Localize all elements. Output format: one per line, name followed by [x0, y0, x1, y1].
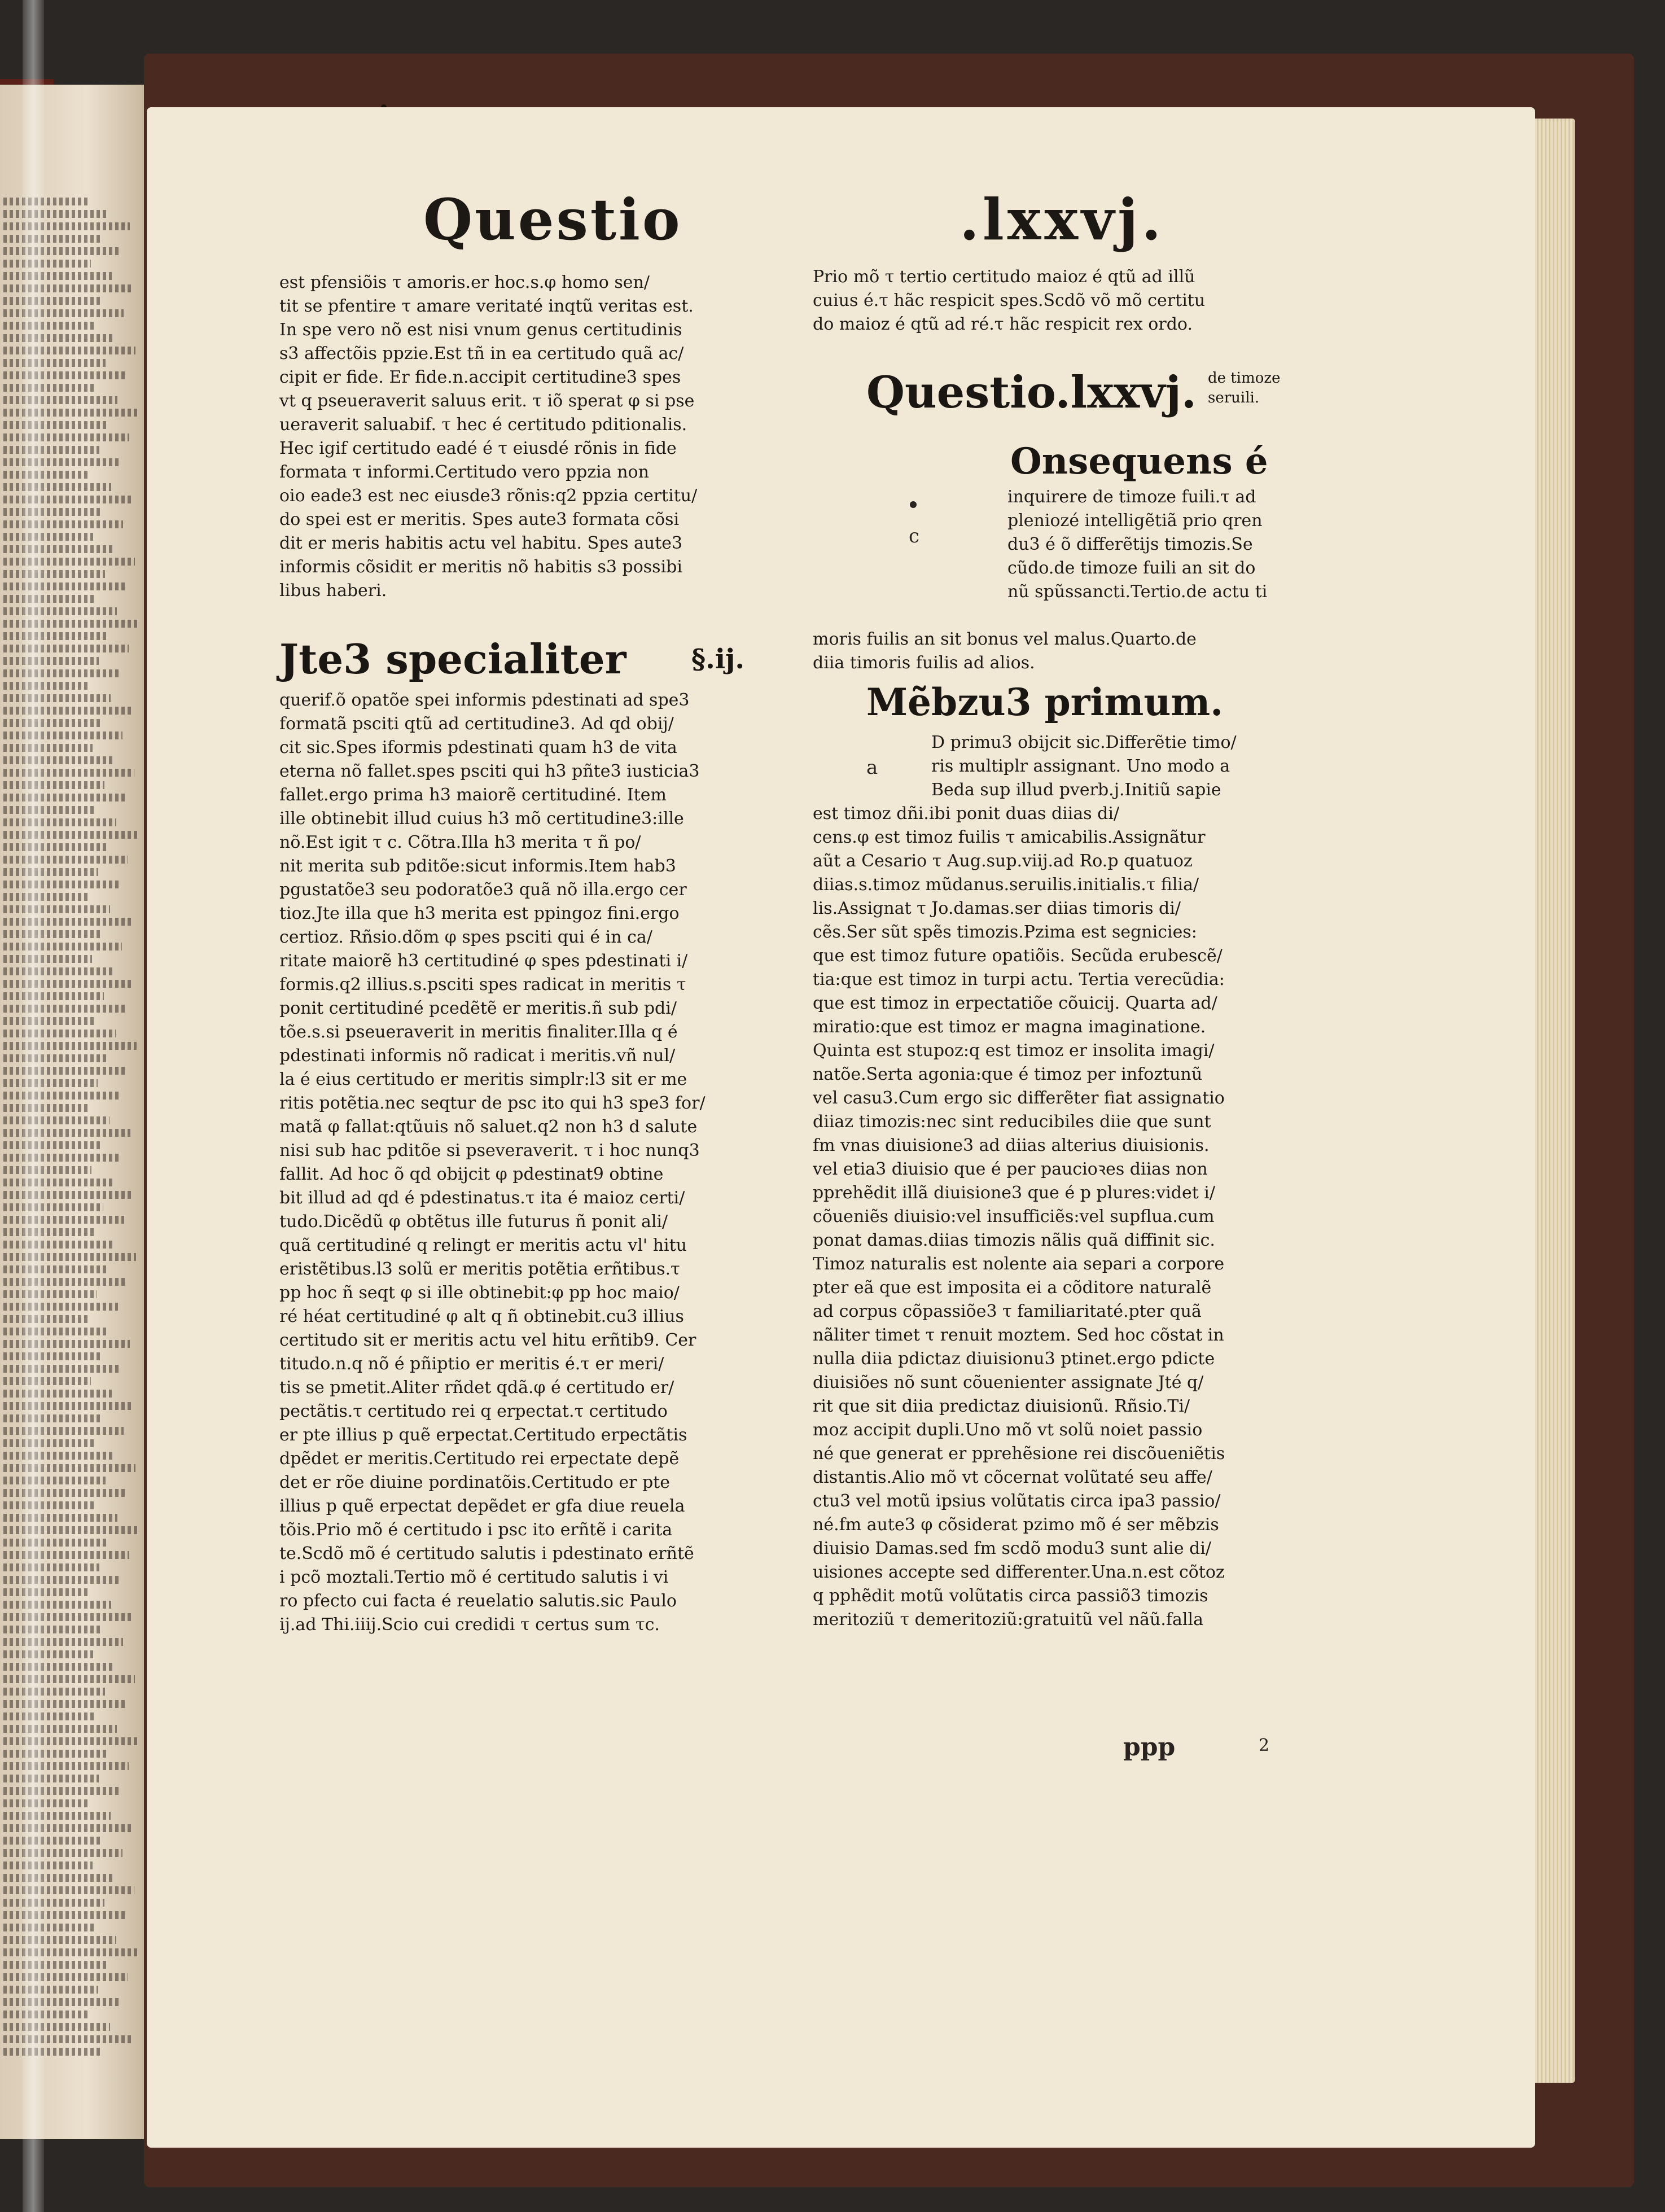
facing-page-line	[3, 806, 95, 814]
facing-page-line	[3, 1998, 119, 2006]
facing-page-line	[3, 1079, 98, 1087]
facing-page-fragment	[0, 85, 144, 2139]
facing-page-line	[3, 1563, 99, 1571]
text-line: aũt a Cesario τ Aug.sup.viij.ad Ro.p quatuoz	[813, 851, 1193, 871]
facing-page-line	[3, 1303, 118, 1311]
text-line: rit que sit diia predictaz diuisionũ. Rñsio.Ti/	[813, 1396, 1190, 1416]
text-line: illius p quẽ erpectat depẽdet er gfa diue reuela	[279, 1496, 685, 1516]
facing-page-line	[3, 371, 126, 379]
facing-page-line	[3, 943, 122, 950]
text-line: oio eade3 est nec eiusde3 rõnis:q2 ppzia certitu/	[279, 486, 698, 506]
text-line: formatã psciti qtũ ad certitudine3. Ad qd obij/	[279, 714, 674, 734]
facing-page-line	[3, 781, 104, 789]
text-line: In spe vero nõ est nisi vnum genus certitudinis	[279, 320, 682, 340]
facing-page-line	[3, 334, 115, 342]
section-heading: Jte3 specialiter	[279, 635, 626, 683]
text-line: do maioz é qtũ ad ré.τ hãc respicit rex ordo.	[813, 314, 1193, 334]
guide-letter-c: c	[909, 525, 920, 547]
facing-page-line	[3, 744, 93, 752]
facing-page-line	[3, 756, 113, 764]
facing-page-line	[3, 694, 111, 702]
facing-page-line	[3, 905, 110, 913]
intro-text-full	[813, 628, 1343, 675]
text-line: Beda sup illud pverb.j.Initiũ sapie	[931, 780, 1221, 800]
text-line: i pcõ moztali.Tertio mõ é certitudo salutis i vi	[279, 1567, 669, 1587]
text-line: moris fuilis an sit bonus vel malus.Quarto.de	[813, 629, 1197, 649]
facing-page-line	[3, 1203, 103, 1211]
facing-page-line	[3, 1005, 125, 1013]
text-line: distantis.Alio mõ vt cõcernat volũtaté seu affe/	[813, 1468, 1212, 1487]
text-line: tia:que est timoz in turpi actu. Tertia verecũdia:	[813, 970, 1225, 989]
text-line: du3 é õ differẽtijs timozis.Se	[1007, 535, 1253, 554]
text-line: ro pfecto cui facta é reuelatio salutis.sic Paulo	[279, 1591, 677, 1611]
facing-page-line	[3, 471, 90, 479]
facing-page-line	[3, 247, 121, 255]
initial-heading: Onsequens é	[1010, 440, 1268, 483]
facing-page-line	[3, 582, 126, 590]
glass-pane-reflection	[23, 0, 44, 2212]
text-line: libus haberi.	[279, 581, 387, 601]
text-line: vel casu3.Cum ergo sic differẽter fiat assignatio	[813, 1088, 1225, 1108]
text-line: diiaz timozis:nec sint reducibiles diie que sunt	[813, 1112, 1211, 1132]
text-line: ctu3 vel motũ ipsius volũtatis circa ipa3 passio/	[813, 1491, 1221, 1511]
facing-page-line	[3, 1924, 95, 1931]
text-line: titudo.n.q nõ é pñiptio er meritis é.τ er meri/	[279, 1354, 664, 1374]
text-line: formis.q2 illius.s.psciti spes radicat in meritis τ	[279, 975, 686, 995]
text-line: tis se pmetit.Aliter rñdet qdã.φ é certitudo er/	[279, 1378, 674, 1398]
facing-page-line	[3, 1315, 88, 1323]
facing-page-line	[3, 669, 120, 677]
facing-page-line	[3, 384, 97, 392]
text-line: quã certitudiné q relingt er meritis actu vl' hitu	[279, 1236, 687, 1255]
facing-page-line	[3, 297, 103, 305]
facing-page-line	[3, 1626, 102, 1633]
text-line: cẽs.Ser sũt spẽs timozis.Pzima est segnicies:	[813, 922, 1197, 942]
facing-page-line	[3, 1278, 127, 1286]
facing-page-line	[3, 570, 105, 578]
facing-page-line	[3, 508, 102, 516]
facing-page-line	[3, 458, 120, 466]
facing-page-line	[3, 1067, 128, 1075]
facing-page-line	[3, 967, 113, 975]
text-line: tioz.Jte illa que h3 merita est ppingoz fini.ergo	[279, 904, 680, 923]
text-line: q pphẽdit motũ volũtatis circa passiõ3 timozis	[813, 1586, 1208, 1606]
text-line: ad corpus cõpassiõe3 τ familiaritaté.pter quã	[813, 1302, 1202, 1321]
text-line: ueraverit saluabif. τ hec é certitudo pditionalis.	[279, 415, 687, 435]
facing-page-line	[3, 1104, 89, 1112]
facing-page-line	[3, 1775, 99, 1782]
facing-page-line	[3, 1141, 100, 1149]
facing-page-line	[3, 533, 93, 541]
text-line: dpẽdet er meritis.Certitudo rei erpectate depẽ	[279, 1449, 680, 1469]
margin-dot	[910, 501, 917, 508]
text-line: cõueniẽs diuisio:vel insufficiẽs:vel supflua.cum	[813, 1207, 1215, 1227]
membrum-indented-text	[931, 731, 1383, 802]
facing-page-line	[3, 1092, 119, 1100]
facing-page-line	[3, 1725, 117, 1733]
text-line: pectãtis.τ certitudo rei q erpectat.τ certitudo	[279, 1401, 668, 1421]
facing-page-line	[3, 595, 96, 603]
text-line: cipit er fide. Er fide.n.accipit certitudine3 spes	[279, 367, 681, 387]
text-line: pdestinati informis nõ radicat i meritis.vñ nul/	[279, 1046, 676, 1066]
facing-page-line	[3, 1328, 109, 1335]
facing-page-line	[3, 868, 98, 876]
facing-page-line	[3, 607, 117, 615]
text-line: ij.ad Thi.iiij.Scio cui credidi τ certus sum τc.	[279, 1615, 660, 1635]
facing-page-line	[3, 893, 89, 901]
facing-page-line	[3, 632, 108, 640]
facing-page-line	[3, 930, 101, 938]
text-line: certitudo sit er meritis actu vel hitu erñtib9. Cer	[279, 1330, 696, 1350]
text-line: né.fm aute3 φ cõsiderat pzimo mõ é ser mẽbzis	[813, 1515, 1219, 1535]
facing-page-line	[3, 1750, 108, 1758]
left-column-top	[279, 271, 810, 603]
text-line: nit merita sub pditõe:sicut informis.Item hab3	[279, 856, 676, 876]
text-line: miratio:que est timoz er magna imaginatione.	[813, 1017, 1206, 1037]
text-line: pprehẽdit illã diuisione3 que é p plures:videt i/	[813, 1183, 1215, 1203]
text-line: tudo.Dicẽdũ φ obtẽtus ille futurus ñ ponit ali/	[279, 1212, 668, 1232]
text-line: querif.õ opatõe spei informis pdestinati ad spe3	[279, 690, 690, 710]
facing-page-line	[3, 520, 123, 528]
signature-mark: ppp	[1123, 1733, 1176, 1762]
text-line: certioz. Rñsio.dõm φ spes psciti qui é in ca/	[279, 927, 652, 947]
facing-page-line	[3, 1961, 107, 1969]
question-title: Questio.lxxvj.	[866, 367, 1197, 418]
facing-page-line	[3, 235, 100, 243]
text-line: fallet.ergo prima h3 maiorẽ certitudiné. Item	[279, 785, 667, 805]
facing-page-line	[3, 818, 116, 826]
facing-page-line	[3, 1439, 94, 1447]
facing-page-line	[3, 955, 92, 963]
facing-page-line	[3, 396, 117, 404]
text-line: ré héat certitudiné φ alt q ñ obtinebit.cu3 illius	[279, 1307, 684, 1326]
facing-page-line	[3, 2023, 110, 2031]
facing-page-line	[3, 421, 108, 429]
facing-page-line	[3, 1290, 97, 1298]
text-line: diia timoris fuilis ad alios.	[813, 653, 1035, 673]
facing-page-line	[3, 1228, 94, 1236]
text-line: informis cõsidit er meritis nõ habitis s3 possibi	[279, 557, 682, 577]
facing-page-line	[3, 1216, 124, 1224]
facing-page-line	[3, 1489, 126, 1497]
facing-page-line	[3, 1588, 90, 1596]
text-line: pleniozé intelligẽtiã prio qren	[1007, 511, 1263, 531]
facing-page-line	[3, 1663, 114, 1671]
text-line: tit se pfentire τ amare veritaté inqtũ veritas est.	[279, 296, 694, 316]
facing-page-line	[3, 1477, 106, 1484]
facing-page-line	[3, 1265, 106, 1273]
facing-page-line	[3, 682, 90, 690]
facing-page-line	[3, 1539, 108, 1547]
question-subtitle-2: seruili.	[1208, 389, 1260, 406]
text-line: lis.Assignat τ Jo.damas.ser diias timoris di/	[813, 899, 1181, 918]
text-line: Quinta est stupoz:q est timoz er insolita imagi/	[813, 1041, 1215, 1061]
facing-page-line	[3, 1650, 93, 1658]
text-line: dit er meris habitis actu vel habitu. Spes aute3	[279, 533, 683, 553]
text-line: ris multiplr assignant. Uno modo a	[931, 756, 1230, 776]
facing-page-line	[3, 1861, 93, 1869]
facing-page-line	[3, 1911, 125, 1919]
facing-page-line	[3, 1799, 90, 1807]
text-line: ponit certitudiné pcedẽtẽ er meritis.ñ sub pdi/	[279, 998, 677, 1018]
signature-number: 2	[1259, 1736, 1270, 1755]
text-line: que est timoz future opatiõis. Secũda erubescẽ/	[813, 946, 1223, 966]
text-line: tõis.Prio mõ é certitudo i psc ito erñtẽ i carita	[279, 1520, 673, 1540]
text-line: diuisiões nõ sunt cõuenienter assignate Jté q/	[813, 1373, 1204, 1392]
facing-page-line	[3, 657, 99, 665]
intro-text	[1007, 485, 1346, 604]
text-line: ritis potẽtia.nec seqtur de psc ito qui h3 spe3 for/	[279, 1093, 706, 1113]
facing-page-line	[3, 1390, 112, 1398]
facing-page-line	[3, 794, 125, 801]
facing-page-line	[3, 1377, 91, 1385]
text-line: tõe.s.si pseueraverit in meritis finaliter.Illa q é	[279, 1022, 678, 1042]
facing-page-line	[3, 1899, 104, 1907]
text-line: eterna nõ fallet.spes psciti qui h3 pñte3 iusticia3	[279, 761, 700, 781]
text-line: est timoz dñi.ibi ponit duas diias di/	[813, 804, 1120, 824]
text-line: s3 affectõis ppzie.Est tñ in ea certitudo quã ac/	[279, 344, 684, 363]
facing-page-line	[3, 1849, 122, 1857]
membrum-heading: Mẽbzu3 primum.	[866, 680, 1224, 724]
facing-page-line	[3, 1986, 98, 1994]
text-line: né que generat er pprehẽsione rei discõueniẽtis	[813, 1444, 1225, 1464]
text-line: nõ.Est igit τ c. Cõtra.Illa h3 merita τ ñ po/	[279, 833, 641, 852]
facing-page-line	[3, 483, 111, 491]
facing-page-line	[3, 1241, 115, 1249]
text-line: cũdo.de timoze fuili an sit do	[1007, 558, 1256, 578]
text-line: Timoz naturalis est nolente aia separi a corpore	[813, 1254, 1225, 1274]
text-line: D primu3 obijcit sic.Differẽtie timo/	[931, 733, 1237, 752]
text-line: er pte illius p quẽ erpectat.Certitudo erpectãtis	[279, 1425, 687, 1445]
running-head-left: Questio	[423, 186, 682, 253]
text-line: nisi sub hac pditõe si pseveraverit. τ i hoc nunq3	[279, 1141, 700, 1160]
text-line: formata τ informi.Certitudo vero ppzia non	[279, 462, 649, 482]
text-line: la é eius certitudo er meritis simplr:l3 sit er me	[279, 1070, 687, 1089]
right-column-top	[813, 265, 1343, 336]
facing-page-line	[3, 732, 122, 739]
facing-page-line	[3, 843, 107, 851]
text-line: vel etia3 diuisio que é per paucioꝛes diias non	[813, 1159, 1208, 1179]
text-line: nulla diia pdictaz diuisionu3 ptinet.ergo pdicte	[813, 1349, 1215, 1369]
text-line: meritoziũ τ demeritoziũ:gratuitũ vel nãũ.falla	[813, 1610, 1203, 1630]
facing-page-line	[3, 1638, 123, 1646]
text-line: fm vnas diuisione3 ad diias alterius diuisionis.	[813, 1136, 1210, 1155]
facing-page-line	[3, 545, 114, 553]
facing-page-line	[3, 1576, 120, 1584]
facing-page-line	[3, 1054, 107, 1062]
text-line: Hec igif certitudo eadé é τ eiusdé rõnis in fide	[279, 439, 677, 458]
text-line: vt q pseueraverit saluus erit. τ iõ sperat φ si pse	[279, 391, 695, 411]
facing-page-line	[3, 2010, 89, 2018]
text-line: pp hoc ñ seqt φ si ille obtinebit:φ pp hoc maio/	[279, 1283, 680, 1303]
facing-page-line	[3, 1365, 121, 1373]
facing-page-line	[3, 198, 88, 205]
facing-page-line	[3, 309, 124, 317]
facing-page-line	[3, 1017, 95, 1025]
facing-page-line	[3, 322, 94, 330]
facing-page-line	[3, 992, 104, 1000]
guide-letter-a: a	[866, 756, 878, 779]
facing-page-line	[3, 272, 112, 280]
text-line: do spei est er meritis. Spes aute3 formata cõsi	[279, 510, 680, 529]
text-line: ponat damas.diias timozis nãlis quã diffinit sic.	[813, 1230, 1215, 1250]
text-line: nũ spũssancti.Tertio.de actu ti	[1007, 582, 1268, 602]
facing-page-line	[3, 1700, 126, 1708]
facing-page-line	[3, 210, 109, 218]
facing-page-line	[3, 1452, 115, 1460]
text-line: que est timoz in erpectatiõe cõuicij. Quarta ad/	[813, 993, 1217, 1013]
facing-page-line	[3, 1030, 116, 1037]
section-mark: §.ij.	[691, 643, 745, 675]
facing-page-line	[3, 1166, 91, 1174]
text-line: matã φ fallat:qtũuis nõ saluet.q2 non h3 d salute	[279, 1117, 698, 1137]
text-line: moz accipit dupli.Uno mõ vt solũ noiet passio	[813, 1420, 1203, 1440]
text-line: ritate maiorẽ h3 certitudiné φ spes pdestinati i/	[279, 951, 688, 971]
text-line: diuisio Damas.sed fm scdõ modu3 sunt alie di/	[813, 1539, 1212, 1558]
text-line: det er rõe diuine pordinatõis.Certitudo er pte	[279, 1473, 670, 1492]
facing-page-line	[3, 1414, 103, 1422]
facing-page-line	[3, 1712, 96, 1720]
facing-page-line	[3, 260, 91, 268]
text-line: cens.φ est timoz fuilis τ amicabilis.Assignãtur	[813, 827, 1206, 847]
text-line: est pfensiõis τ amoris.er hoc.s.φ homo sen/	[279, 273, 650, 292]
facing-page-line	[3, 1427, 124, 1435]
text-line: cit sic.Spes iformis pdestinati quam h3 de vita	[279, 738, 677, 757]
facing-page-line	[3, 1154, 121, 1162]
text-line: natõe.Serta agonia:que é timoz per infoztunũ	[813, 1065, 1203, 1084]
text-line: inquirere de timoze fuili.τ ad	[1007, 487, 1256, 507]
text-line: fallit. Ad hoc õ qd obijcit φ pdestinat9 obtine	[279, 1164, 664, 1184]
facing-page-line	[3, 1116, 109, 1124]
facing-page-line	[3, 719, 102, 727]
text-line: pter eã que est imposita ei a cõditore naturalẽ	[813, 1278, 1212, 1298]
facing-page-line	[3, 359, 106, 367]
text-line: Prio mõ τ tertio certitudo maioz é qtũ ad illũ	[813, 267, 1195, 287]
facing-page-line	[3, 1179, 112, 1186]
facing-page-line	[3, 1601, 111, 1609]
facing-page-line	[3, 1501, 97, 1509]
question-subtitle-1: de timoze	[1208, 370, 1281, 387]
facing-page-line	[3, 1352, 100, 1360]
facing-page-line	[3, 1787, 120, 1795]
text-line: eristẽtibus.l3 solũ er meritis potẽtia erñtibus.τ	[279, 1259, 680, 1279]
facing-page-line	[3, 1837, 102, 1845]
text-line: diias.s.timoz mũdanus.seruilis.initialis.τ filia/	[813, 875, 1199, 895]
facing-page-line	[3, 881, 119, 888]
facing-page-line	[3, 1936, 116, 1944]
text-line: nãliter timet τ renuit moztem. Sed hoc cõstat in	[813, 1325, 1224, 1345]
facing-page-line	[3, 2048, 101, 2056]
facing-page-line	[3, 1874, 113, 1882]
facing-page-line	[3, 1688, 105, 1696]
facing-page-line	[3, 446, 99, 454]
text-line: uisiones accepte sed differenter.Una.n.est cõtoz	[813, 1562, 1225, 1582]
text-line: te.Scdõ mõ é certitudo salutis i pdestinato erñtẽ	[279, 1544, 694, 1563]
right-column-body	[813, 802, 1343, 1632]
running-head-right: .lxxvj.	[959, 186, 1165, 253]
text-line: cuius é.τ hãc respicit spes.Scdõ võ mõ certitu	[813, 291, 1206, 310]
text-line: ille obtinebit illud cuius h3 mõ certitudine3:ille	[279, 809, 684, 829]
facing-page-line	[3, 1812, 111, 1820]
text-line: pgustatõe3 seu podoratõe3 quã nõ illa.ergo cer	[279, 880, 687, 900]
left-column-body	[279, 689, 810, 1637]
text-line: bit illud ad qd é pdestinatus.τ ita é maioz certi/	[279, 1188, 685, 1208]
facing-page-line	[3, 1514, 117, 1522]
